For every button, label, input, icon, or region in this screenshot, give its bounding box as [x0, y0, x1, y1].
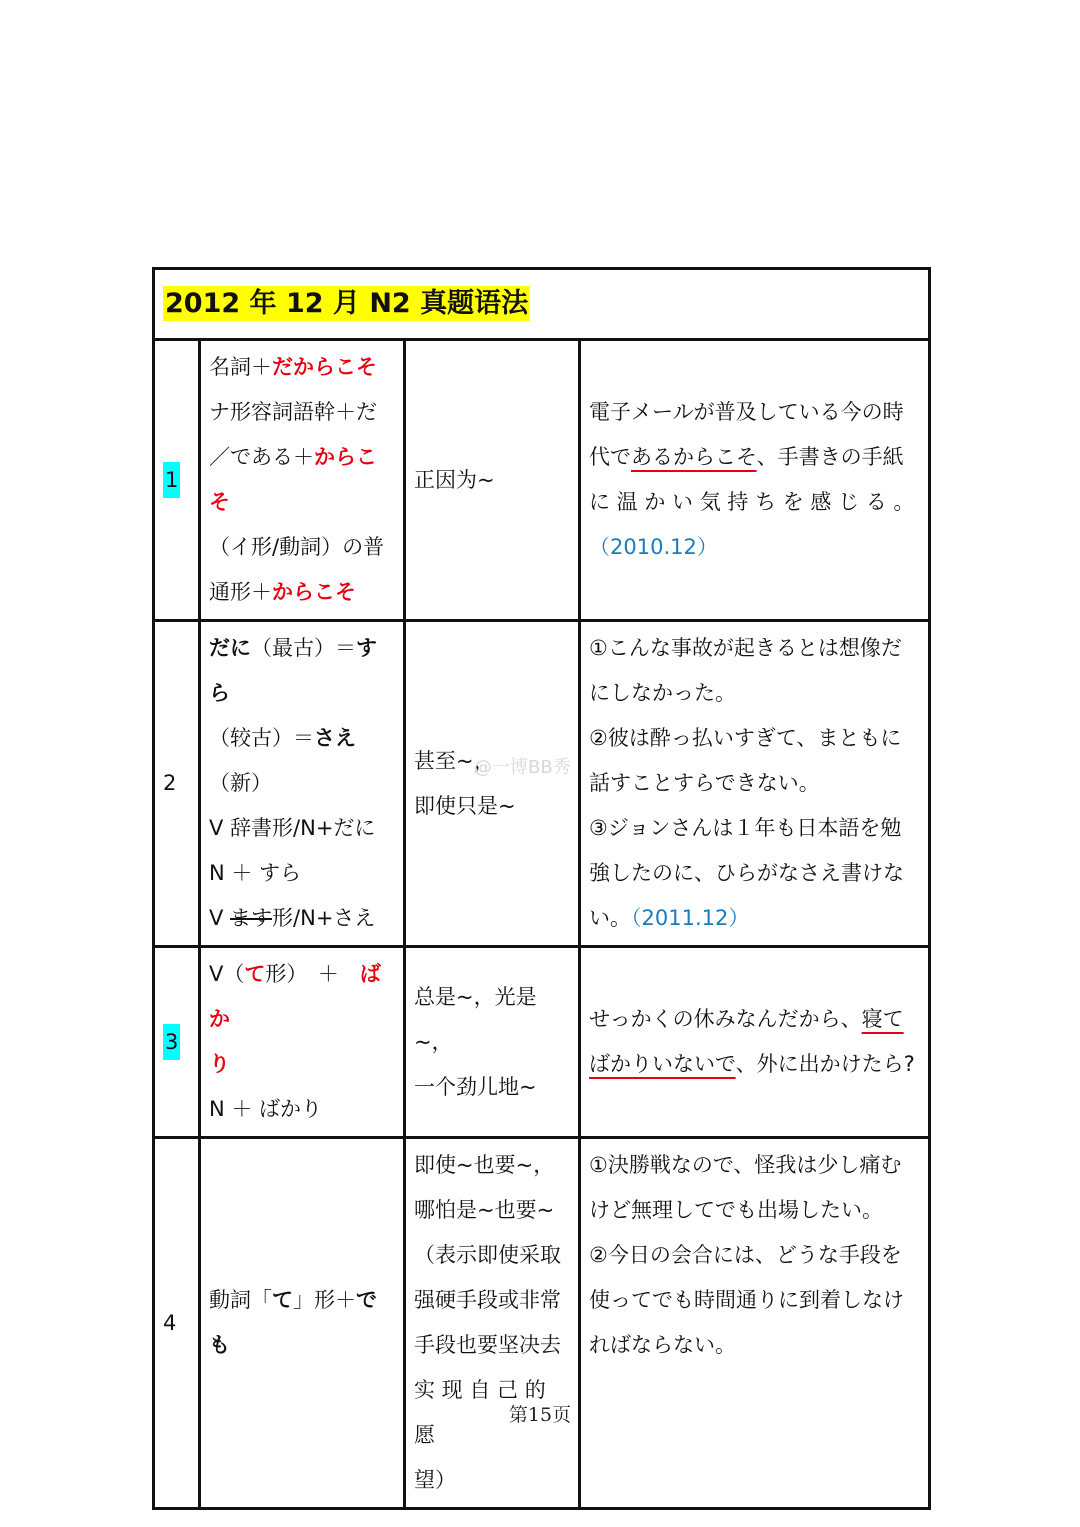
pattern-text: 通形＋: [209, 580, 272, 604]
grammar-table: [152, 267, 931, 1510]
title-cell: [154, 269, 930, 340]
table-row: [154, 947, 930, 1138]
pattern-text: 動詞「: [209, 1288, 272, 1312]
struck-text: ます: [230, 906, 273, 930]
keyword: て: [244, 962, 266, 986]
meaning-line: 即使~也要~，: [414, 1153, 555, 1177]
pattern-line: V 辞書形/N+だに: [209, 816, 376, 840]
row-number-cell: [154, 1138, 200, 1509]
example-text: 、手書きの手紙: [756, 445, 904, 469]
meaning-line: 手段也要坚决去: [414, 1333, 561, 1357]
pattern-line: （イ形/動詞）の普: [209, 535, 385, 559]
example-cell: [580, 621, 930, 947]
pattern-text: （较古）＝: [209, 726, 314, 750]
underlined-phrase: 寝て: [861, 1007, 904, 1031]
pattern-text: （新）: [209, 771, 272, 795]
pattern-text: ／である＋: [209, 445, 314, 469]
row-number-cell: [154, 947, 200, 1138]
example-line: ①こんな事故が起きるとは想像だ: [589, 636, 902, 660]
keyword: からこ: [314, 445, 377, 469]
meaning-line: 一个劲儿地~: [414, 1074, 537, 1099]
keyword: すら: [209, 636, 377, 705]
pattern-cell: [200, 947, 405, 1138]
row-number: 3: [163, 1024, 180, 1060]
table-row: [154, 340, 930, 621]
meaning-cell: [405, 1138, 580, 1509]
keyword: さえ: [314, 726, 356, 750]
row-number-cell: [154, 340, 200, 621]
pattern-line: ナ形容詞語幹＋だ: [209, 400, 377, 424]
pattern-line: [209, 345, 395, 390]
keyword: り: [209, 1052, 230, 1076]
example-line: ②彼は酔っ払いすぎて、まともに: [589, 726, 902, 750]
keyword: だからこそ: [272, 355, 377, 379]
meaning-cell: [405, 340, 580, 621]
pattern-line: [209, 896, 395, 941]
example-line: に 温 か い 気 持 ち を 感 じ る 。: [589, 490, 915, 514]
example-line: 電子メールが普及している今の時: [589, 400, 904, 424]
pattern-line: [209, 626, 395, 716]
pattern-line: [209, 952, 395, 1042]
source-date: （2010.12）: [589, 535, 718, 559]
example-line: 強したのに、ひらがなさえ書けな: [589, 861, 904, 885]
meaning-line: 强硬手段或非常: [414, 1288, 561, 1312]
table-row: [154, 1138, 930, 1509]
example-line: [589, 896, 920, 941]
example-line: 話すことすらできない。: [589, 771, 820, 795]
meaning-line: 总是~，光是~，: [414, 984, 537, 1054]
example-text: せっかくの休みなんだから、: [589, 1007, 862, 1031]
example-line: 使ってでも時間通りに到着しなけ: [589, 1288, 904, 1312]
pattern-text: V（: [209, 962, 245, 986]
example-line: けど無理してでも出場したい。: [589, 1198, 883, 1222]
pattern-line: N ＋ ばかり: [209, 1097, 323, 1121]
pattern-cell: [200, 1138, 405, 1509]
keyword: だに: [209, 636, 251, 660]
keyword: からこそ: [272, 580, 356, 604]
pattern-text: 形/N+さえ: [272, 906, 376, 930]
pattern-cell: [200, 621, 405, 947]
meaning-line: 甚至~，: [414, 748, 495, 773]
meaning-cell: [405, 947, 580, 1138]
meaning-text: 正因为~: [414, 467, 495, 492]
meaning-line: （表示即使采取: [414, 1243, 561, 1267]
row-number: 1: [163, 462, 180, 498]
keyword: ばか: [209, 962, 381, 1031]
title-row: [154, 269, 930, 340]
meaning-line: 即使只是~: [414, 793, 516, 818]
pattern-text: 形） ＋: [265, 962, 360, 986]
pattern-text: （最古）＝: [251, 636, 356, 660]
pattern-line: N ＋ すら: [209, 861, 302, 885]
pattern-cell: [200, 340, 405, 621]
underlined-phrase: ばかりいないで: [589, 1052, 736, 1076]
example-line: [589, 997, 920, 1042]
row-number: 2: [163, 771, 177, 795]
example-cell: [580, 340, 930, 621]
keyword: て: [272, 1288, 293, 1312]
example-line: にしなかった。: [589, 681, 736, 705]
table-row: [154, 621, 930, 947]
underlined-phrase: あるからこそ: [631, 445, 757, 469]
example-line: [589, 435, 920, 480]
example-line: ②今日の会合には、どうな手段を: [589, 1243, 902, 1267]
example-text: 、外に出かけたら?: [735, 1052, 915, 1076]
example-line: ①決勝戦なので、怪我は少し痛む: [589, 1153, 902, 1177]
source-date: （2011.12）: [631, 906, 750, 930]
example-line: ればならない。: [589, 1333, 736, 1357]
page-title: 2012 年 12 月 N2 真题语法: [165, 287, 529, 319]
row-number-cell: [154, 621, 200, 947]
meaning-cell: [405, 621, 580, 947]
example-cell: [580, 1138, 930, 1509]
pattern-line: [209, 435, 395, 480]
pattern-line: [209, 716, 395, 806]
pattern-text: V: [209, 906, 231, 930]
example-line: ③ジョンさんは１年も日本語を勉: [589, 816, 902, 840]
keyword: そ: [209, 490, 230, 514]
example-text: い。: [589, 906, 631, 930]
pattern-text: 」形＋: [293, 1288, 356, 1312]
row-number: 4: [163, 1310, 177, 1335]
page-number: 第15页: [508, 1404, 572, 1426]
pattern-text: 名詞＋: [209, 355, 272, 379]
meaning-line: 哪怕是~也要~: [414, 1198, 555, 1222]
meaning-line: 望）: [414, 1468, 456, 1492]
watermark: @一博BB秀: [474, 757, 571, 778]
example-cell: [580, 947, 930, 1138]
example-line: [589, 1042, 920, 1087]
keyword: でも: [209, 1288, 377, 1357]
pattern-line: [209, 570, 395, 615]
meaning-line: 实 现 自 己 的 愿: [414, 1378, 546, 1447]
example-text: 代で: [589, 445, 631, 469]
